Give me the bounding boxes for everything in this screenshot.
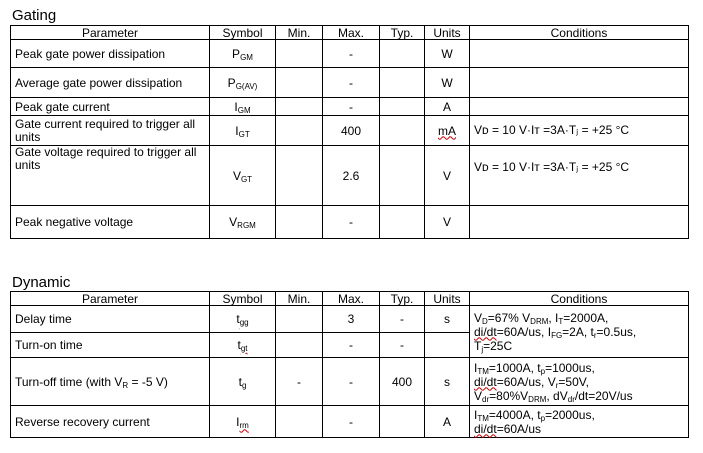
header-max: Max. (323, 26, 380, 40)
typ-cell: 400 (380, 358, 425, 406)
cond-text: =80%V (489, 388, 529, 403)
typ-cell (380, 116, 425, 146)
max-cell: - (323, 40, 380, 68)
cond-text: =60A/us, V (496, 374, 556, 389)
dynamic-table (10, 291, 689, 438)
units-text: mA (438, 123, 456, 138)
table-row (11, 116, 689, 146)
conditions-cell (470, 206, 689, 239)
symbol-cell (210, 68, 276, 98)
symbol-text: I (235, 123, 239, 138)
units-cell: V (425, 146, 470, 206)
param-subscript: R (122, 380, 129, 390)
table-row (11, 358, 689, 406)
cond-text: T (474, 338, 482, 353)
table-row (11, 306, 689, 333)
cond-text: =67% V (487, 310, 531, 325)
table-row (11, 40, 689, 68)
symbol-text: t (238, 374, 242, 389)
typ-cell (380, 146, 425, 206)
conditions-cell (470, 358, 689, 406)
cond-text: /dt=20V/us (574, 388, 633, 403)
header-units: Units (425, 292, 470, 306)
cond-text: I (474, 360, 478, 375)
min-cell (276, 406, 323, 438)
max-cell: - (323, 406, 380, 438)
param-cell: Peak negative voltage (11, 206, 210, 239)
param-cell: Peak gate power dissipation (11, 40, 210, 68)
cond-text: di/dt (474, 421, 497, 436)
table-row (11, 68, 689, 98)
symbol-text: V (232, 168, 241, 183)
max-cell: 400 (323, 116, 380, 146)
cond-text: =1000A, t (488, 360, 541, 375)
cond-text: =60A/us (496, 421, 542, 436)
cond-sub: r (555, 380, 559, 390)
units-cell: s (425, 306, 470, 333)
cond-text: =50V, (558, 374, 589, 389)
cond-sub: FG (551, 330, 563, 340)
header-max: Max. (323, 292, 380, 306)
min-cell (276, 68, 323, 98)
cond-sub: j (481, 344, 484, 354)
cond-sub: r (593, 330, 597, 340)
cond-text: =4000A, t (488, 407, 541, 422)
symbol-subscript: RGM (237, 221, 256, 230)
symbol-cell (210, 406, 276, 438)
symbol-subscript: GM (240, 52, 253, 62)
cond-text: V (474, 388, 483, 403)
param-text: = -5 V) (128, 374, 168, 389)
symbol-text: t (236, 312, 240, 326)
param-cell (11, 358, 210, 406)
symbol-cell (210, 98, 276, 116)
conditions-cell (470, 98, 689, 116)
param-cell: Peak gate current (11, 98, 210, 116)
min-cell (276, 333, 323, 358)
cond-sub: T (558, 316, 564, 326)
conditions-cell: Vᴅ = 10 V·Iᴛ =3A·Tⱼ = +25 °C (470, 146, 689, 206)
max-cell: - (323, 206, 380, 239)
symbol-cell (210, 333, 276, 358)
cond-sub: D (482, 316, 488, 326)
gating-header-row (11, 26, 689, 40)
min-cell (276, 206, 323, 239)
symbol-text: P (232, 46, 241, 61)
units-cell (425, 333, 470, 358)
max-cell: 2.6 (323, 146, 380, 206)
typ-cell (380, 98, 425, 116)
header-parameter: Parameter (11, 292, 210, 306)
symbol-cell (210, 146, 276, 206)
conditions-cell (470, 68, 689, 98)
min-cell: - (276, 358, 323, 406)
header-parameter: Parameter (11, 26, 210, 40)
cond-sub: p (540, 413, 546, 423)
header-conditions: Conditions (470, 292, 689, 306)
cond-text: =2000us, (545, 407, 595, 422)
min-cell (276, 146, 323, 206)
cond-sub: p (540, 366, 546, 376)
min-cell (276, 40, 323, 68)
conditions-cell (470, 40, 689, 68)
header-typ: Typ. (380, 292, 425, 306)
min-cell (276, 98, 323, 116)
symbol-text: I (236, 414, 240, 429)
param-cell: Gate voltage required to trigger all units (11, 146, 210, 206)
symbol-subscript: rm (239, 420, 249, 430)
header-conditions: Conditions (470, 26, 689, 40)
cond-text: I (474, 407, 478, 422)
symbol-subscript: GT (240, 174, 253, 184)
max-cell: - (323, 68, 380, 98)
header-units: Units (425, 26, 470, 40)
header-min: Min. (276, 292, 323, 306)
symbol-subscript: GM (237, 105, 251, 115)
symbol-subscript: gt (240, 344, 248, 353)
param-cell: Turn-on time (11, 333, 210, 358)
symbol-subscript: GT (238, 129, 250, 139)
param-text: Turn-off time (with V (15, 374, 123, 389)
conditions-cell (470, 406, 689, 438)
symbol-text: P (227, 75, 236, 90)
symbol-cell (210, 306, 276, 333)
param-cell: Reverse recovery current (11, 406, 210, 438)
cond-sub: DRM (530, 316, 549, 326)
cond-text: , dV (546, 388, 568, 403)
symbol-subscript: G(AV) (235, 81, 258, 91)
units-cell: A (425, 406, 470, 438)
typ-cell (380, 68, 425, 98)
conditions-cell (470, 306, 689, 358)
symbol-cell (210, 206, 276, 239)
cond-text: V (474, 310, 483, 325)
symbol-cell (210, 116, 276, 146)
table-row (11, 98, 689, 116)
symbol-cell (210, 40, 276, 68)
max-cell: - (323, 333, 380, 358)
cond-sub: DRM (528, 394, 547, 404)
cond-sub: dr (482, 394, 490, 404)
gating-section-title: Gating (12, 7, 57, 24)
param-cell: Average gate power dissipation (11, 68, 210, 98)
units-cell: V (425, 206, 470, 239)
header-min: Min. (276, 26, 323, 40)
typ-cell (380, 206, 425, 239)
typ-cell: - (380, 306, 425, 333)
symbol-subscript: gg (239, 318, 249, 327)
cond-sub: TM (477, 413, 489, 423)
cond-text: =1000us, (545, 360, 595, 375)
cond-text: =2000A, (563, 310, 609, 325)
cond-text: di/dt (474, 374, 497, 389)
cond-sub: TM (477, 366, 489, 376)
max-cell: 3 (323, 306, 380, 333)
header-symbol: Symbol (210, 292, 276, 306)
cond-text: , I (548, 310, 559, 325)
units-cell (425, 116, 470, 146)
units-cell: s (425, 358, 470, 406)
symbol-cell (210, 358, 276, 406)
cond-sub: dr (567, 394, 575, 404)
cond-text: =25C (483, 338, 513, 353)
typ-cell: - (380, 333, 425, 358)
max-cell: - (323, 358, 380, 406)
param-cell: Gate current required to trigger all units (11, 116, 210, 146)
symbol-text: V (229, 215, 238, 229)
symbol-subscript: g (241, 380, 247, 390)
max-cell: - (323, 98, 380, 116)
gating-table (10, 25, 689, 239)
cond-text: =60A/us, I (496, 324, 552, 339)
typ-cell (380, 40, 425, 68)
cond-text: =2A, t (562, 324, 594, 339)
symbol-text: I (234, 99, 238, 114)
dynamic-header-row (11, 292, 689, 306)
min-cell (276, 116, 323, 146)
param-cell: Delay time (11, 306, 210, 333)
symbol-text: t (237, 338, 241, 352)
header-symbol: Symbol (210, 26, 276, 40)
cond-text: =0.5us, (596, 324, 637, 339)
table-row (11, 206, 689, 239)
table-row (11, 406, 689, 438)
table-row (11, 146, 689, 206)
dynamic-section-title: Dynamic (12, 274, 71, 291)
units-cell: A (425, 98, 470, 116)
cond-text: di/dt (474, 324, 497, 339)
conditions-cell: Vᴅ = 10 V·Iᴛ =3A·Tⱼ = +25 °C (470, 116, 689, 146)
units-cell: W (425, 68, 470, 98)
min-cell (276, 306, 323, 333)
units-cell: W (425, 40, 470, 68)
typ-cell (380, 406, 425, 438)
header-typ: Typ. (380, 26, 425, 40)
